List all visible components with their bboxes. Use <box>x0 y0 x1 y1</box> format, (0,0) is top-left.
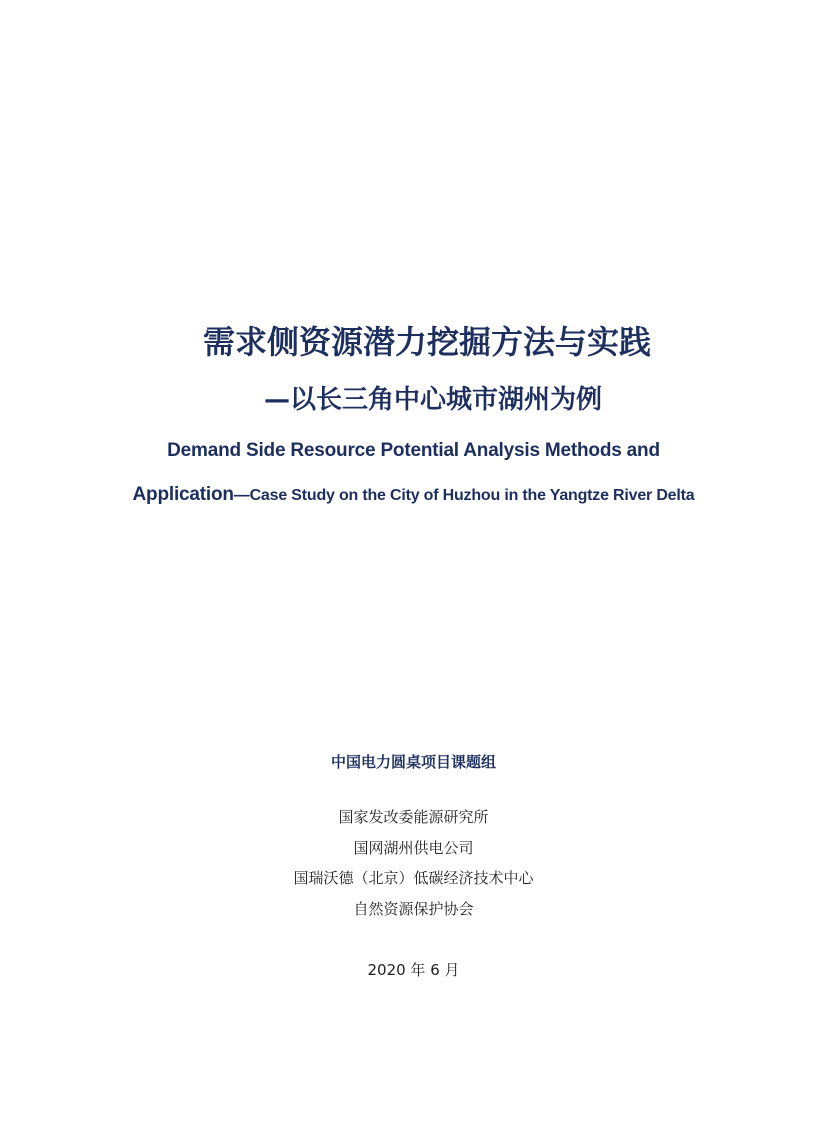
organization-item: 国家发改委能源研究所 <box>338 808 489 826</box>
organization-item: 国网湖州供电公司 <box>353 839 474 857</box>
title-english-application: Application <box>132 484 234 505</box>
title-chinese: 需求侧资源潜力挖掘方法与实践 <box>203 323 652 361</box>
organization-item: 国瑞沃德（北京）低碳经济技术中心 <box>293 869 534 887</box>
title-english-line-2 <box>0 479 827 512</box>
title-english-case-study: —Case Study on the City of Huzhou in the Yangtze River Delta <box>233 487 695 504</box>
title-english-line-1: Demand Side Resource Potential Analysis Methods and <box>167 440 660 461</box>
research-group: 中国电力圆桌项目课题组 <box>330 753 496 771</box>
publication-date: 2020 年 6 月 <box>367 961 460 979</box>
subtitle-chinese: —以长三角中心城市湖州为例 <box>264 385 603 415</box>
organization-item: 自然资源保护协会 <box>353 900 474 918</box>
